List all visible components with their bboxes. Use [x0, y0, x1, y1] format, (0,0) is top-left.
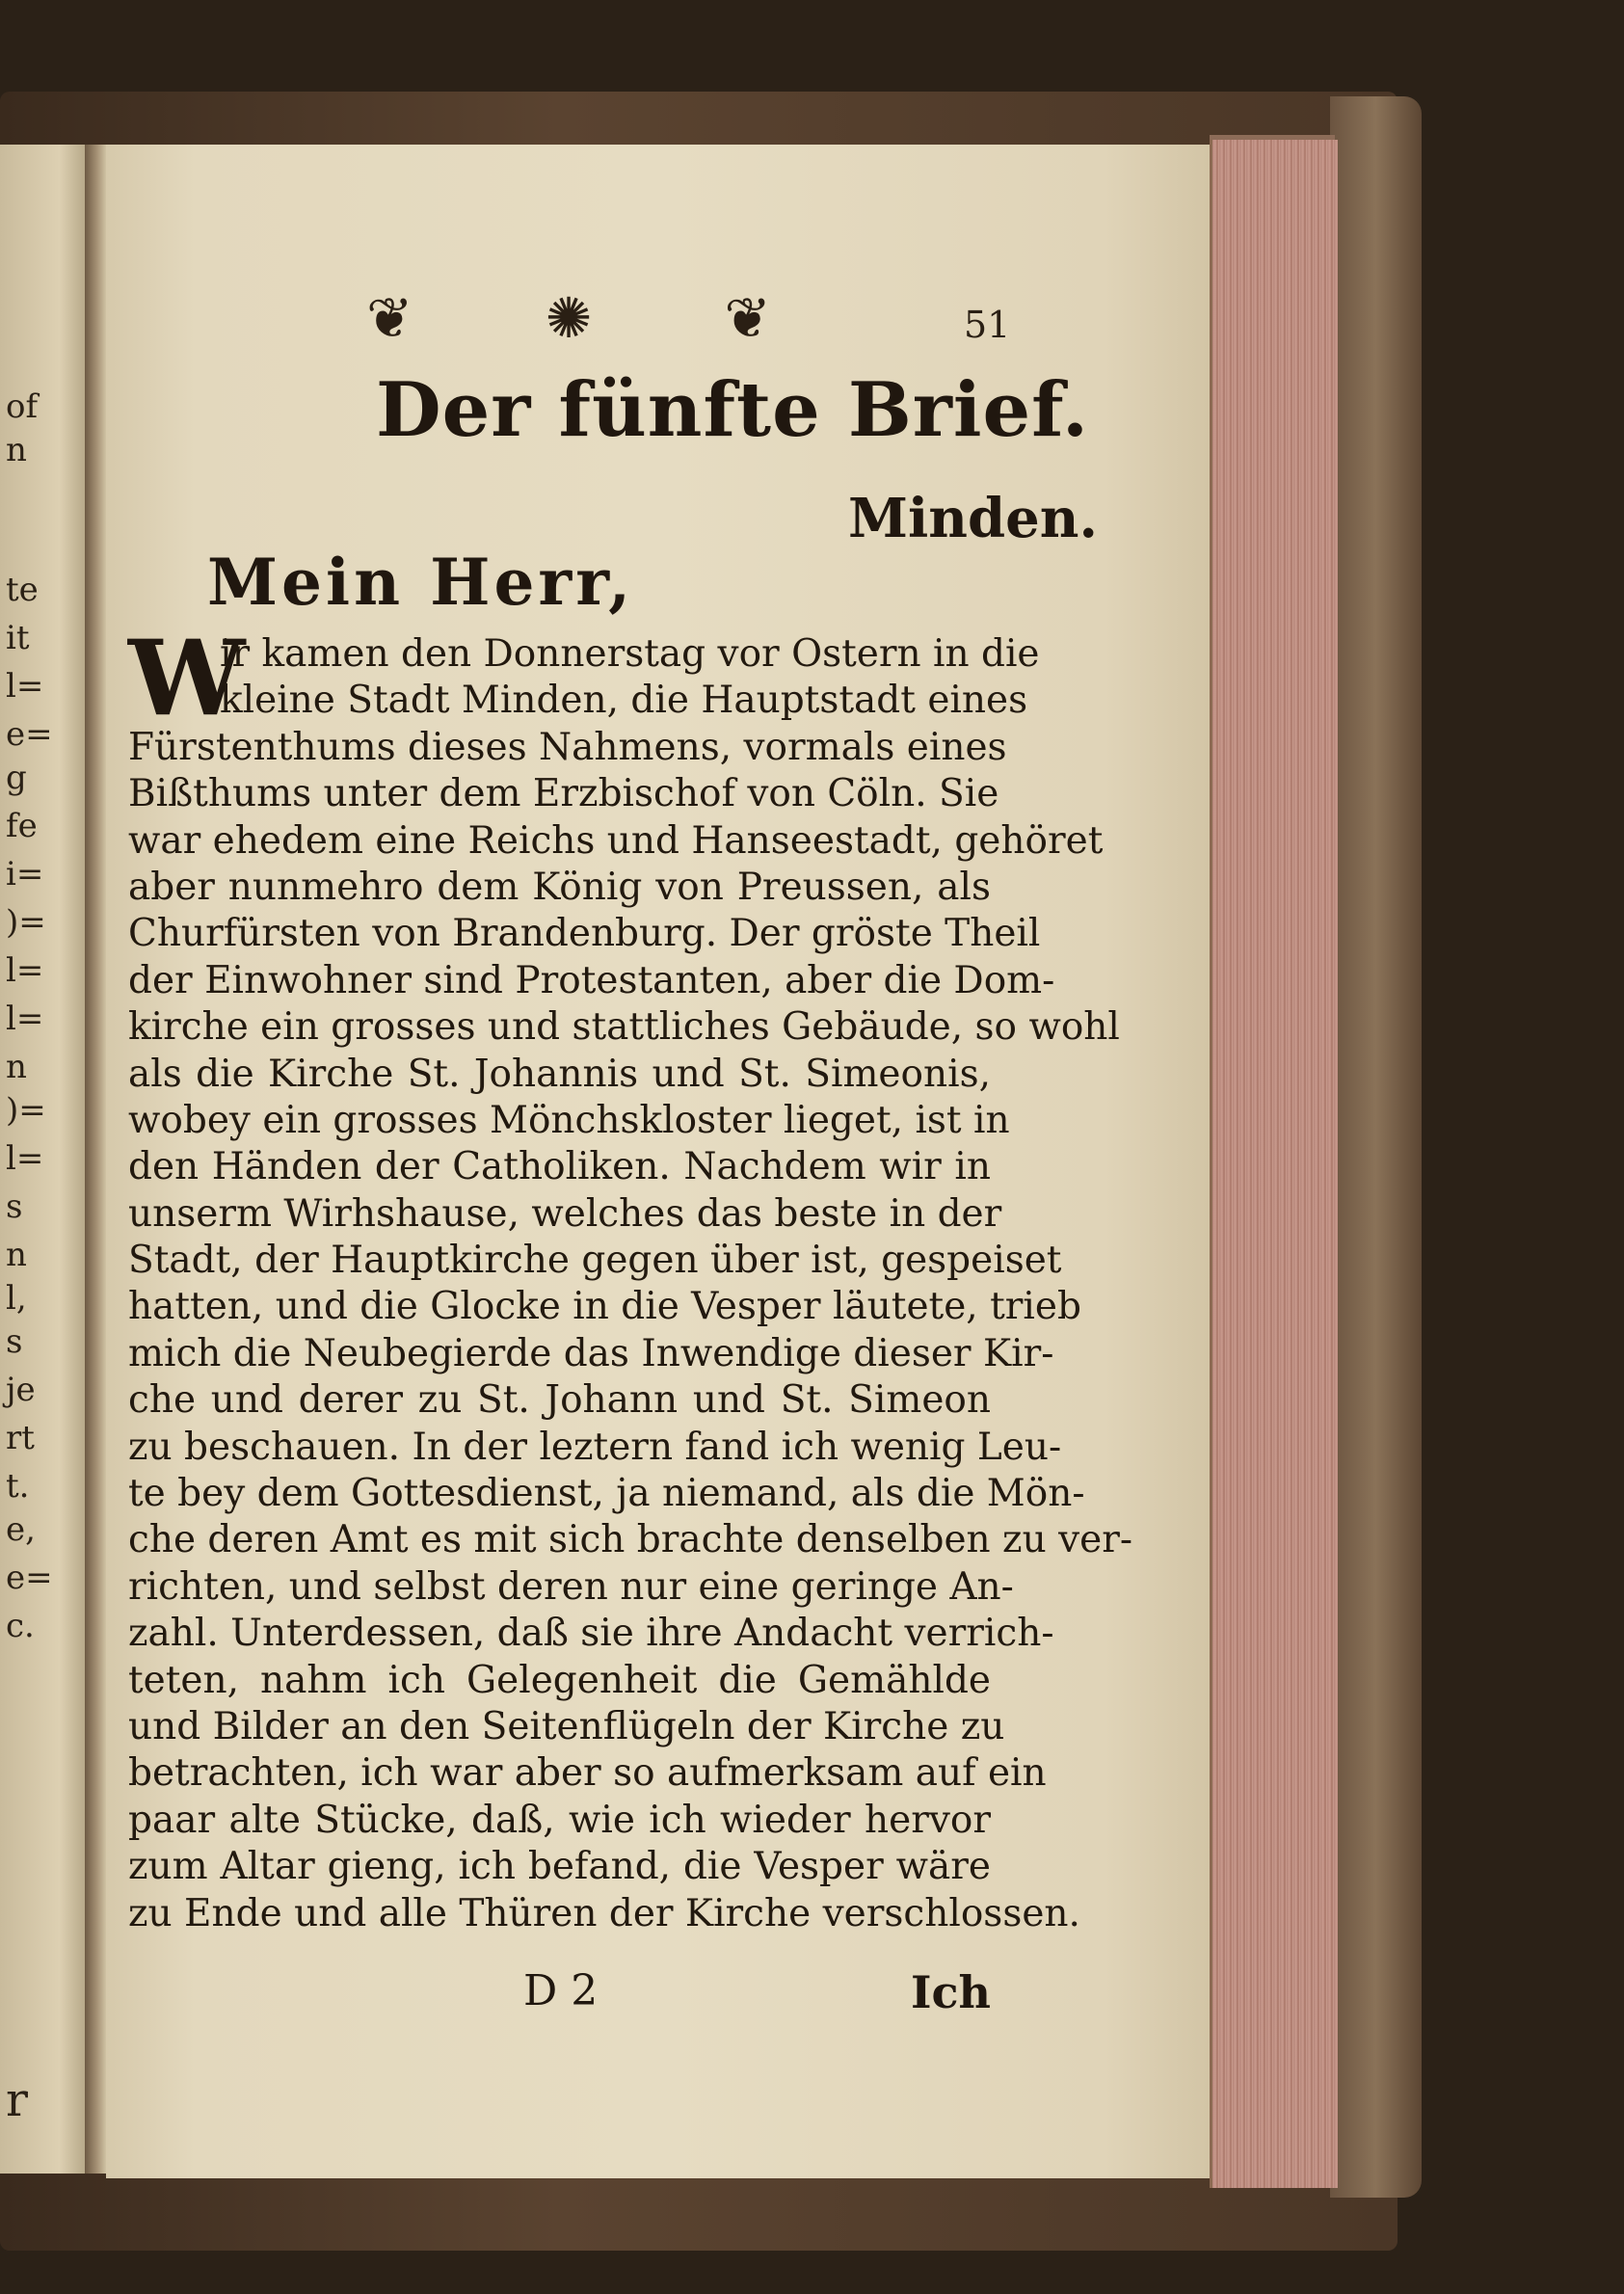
- drop-cap: W: [128, 618, 246, 739]
- text-line: wobey ein grosses Mönchskloster lieget, ist in: [128, 1098, 1010, 1142]
- left-page-fragment: n: [6, 1048, 27, 1086]
- rosette-ornament-icon: ✺: [545, 285, 593, 351]
- left-page-fragment: l,: [6, 1279, 27, 1318]
- left-page-fragment: e,: [6, 1510, 36, 1549]
- text-line: den Händen der Catholiken. Nachdem wir in: [128, 1145, 991, 1189]
- left-page-fragment: r: [6, 2073, 28, 2127]
- text-line: che deren Amt es mit sich brachte denselben zu ver-: [128, 1518, 1133, 1562]
- text-line: unserm Wirhshause, welches das beste in der: [128, 1191, 1002, 1236]
- text-line: te bey dem Gottesdienst, ja niemand, als die Mön-: [128, 1472, 1085, 1516]
- salutation: Mein Herr,: [207, 545, 635, 620]
- text-line: kirche ein grosses und stattliches Gebäude, so wohl: [128, 1005, 1120, 1050]
- header-ornaments: [366, 284, 771, 352]
- text-line: als die Kirche St. Johannis und St. Simeonis,: [128, 1052, 991, 1096]
- text-line: kleine Stadt Minden, die Hauptstadt eines: [220, 679, 1028, 723]
- letter-title: Der fünfte Brief.: [376, 366, 1090, 454]
- left-page-fragment: it: [6, 619, 30, 657]
- letter-body: [128, 631, 1133, 1937]
- left-page-fragment: of: [6, 387, 39, 426]
- text-line: paar alte Stücke, daß, wie ich wieder hervor: [128, 1798, 991, 1842]
- left-page-fragment: c.: [6, 1607, 35, 1645]
- text-line: Churfürsten von Brandenburg. Der gröste Theil: [128, 912, 1041, 956]
- left-page-fragment: t.: [6, 1467, 30, 1506]
- text-line: Fürstenthums dieses Nahmens, vormals eines: [128, 725, 1007, 769]
- left-page-fragment: l=: [6, 1000, 44, 1038]
- left-page-fragment: )=: [6, 1091, 46, 1130]
- text-line: aber nunmehro dem König von Preussen, als: [128, 865, 991, 909]
- left-page-fragment: i=: [6, 855, 44, 894]
- left-page-fragment: )=: [6, 903, 46, 942]
- text-line: mich die Neubegierde das Inwendige dieser Kir-: [128, 1331, 1054, 1375]
- text-line: zu beschauen. In der leztern fand ich wenig Leu-: [128, 1425, 1062, 1469]
- left-page-fragment: n: [6, 431, 27, 469]
- signature-mark: D 2: [523, 1966, 599, 2015]
- text-line: hatten, und die Glocke in die Vesper läutete, trieb: [128, 1285, 1081, 1329]
- page-number: 51: [964, 304, 1011, 346]
- previous-page-sliver: [0, 145, 85, 2174]
- text-line: zahl. Unterdessen, daß sie ihre Andacht verrich-: [128, 1612, 1054, 1656]
- text-line: zu Ende und alle Thüren der Kirche verschlossen.: [128, 1891, 1080, 1935]
- left-page-fragment: l=: [6, 667, 44, 706]
- letter-place: Minden.: [848, 487, 1098, 550]
- text-line: Stadt, der Hauptkirche gegen über ist, gespeiset: [128, 1239, 1062, 1283]
- left-page-fragment: e=: [6, 715, 53, 754]
- left-page-fragment: s: [6, 1187, 23, 1226]
- text-line: richten, und selbst deren nur eine geringe An-: [128, 1564, 1014, 1609]
- text-line: und Bilder an den Seitenflügeln der Kirche zu: [128, 1704, 1005, 1748]
- book-cover-edge: [1330, 96, 1422, 2198]
- text-line: der Einwohner sind Protestanten, aber die Dom-: [128, 958, 1055, 1002]
- page-footer: [128, 1966, 991, 2024]
- left-page-fragment: te: [6, 571, 39, 609]
- text-line: zum Altar gieng, ich befand, die Vesper wäre: [128, 1845, 991, 1889]
- ornament-icon: ❦: [724, 285, 771, 351]
- text-line: teten, nahm ich Gelegenheit die Gemählde: [128, 1658, 991, 1702]
- catchword: Ich: [911, 1966, 991, 2018]
- left-page-fragment: e=: [6, 1559, 53, 1597]
- text-line: ir kamen den Donnerstag vor Ostern in die: [220, 632, 1040, 676]
- left-page-fragment: l=: [6, 951, 44, 990]
- left-page-fragment: fe: [6, 807, 38, 845]
- left-page-fragment: l=: [6, 1139, 44, 1178]
- text-line: Bißthums unter dem Erzbischof von Cöln. Sie: [128, 772, 999, 816]
- left-page-fragment: s: [6, 1322, 23, 1361]
- text-line: war ehedem eine Reichs und Hanseestadt, gehöret: [128, 818, 1104, 863]
- text-line: che und derer zu St. Johann und St. Simeon: [128, 1378, 991, 1423]
- left-page-fragment: n: [6, 1236, 27, 1274]
- page-gutter: [85, 145, 106, 2174]
- ornament-icon: ❦: [366, 285, 413, 351]
- text-line: betrachten, ich war aber so aufmerksam auf ein: [128, 1751, 1047, 1796]
- left-page-fragment: rt: [6, 1419, 35, 1457]
- left-page-fragment: g: [6, 759, 27, 797]
- page-fore-edge: [1210, 140, 1338, 2188]
- left-page-fragment: je: [6, 1371, 36, 1409]
